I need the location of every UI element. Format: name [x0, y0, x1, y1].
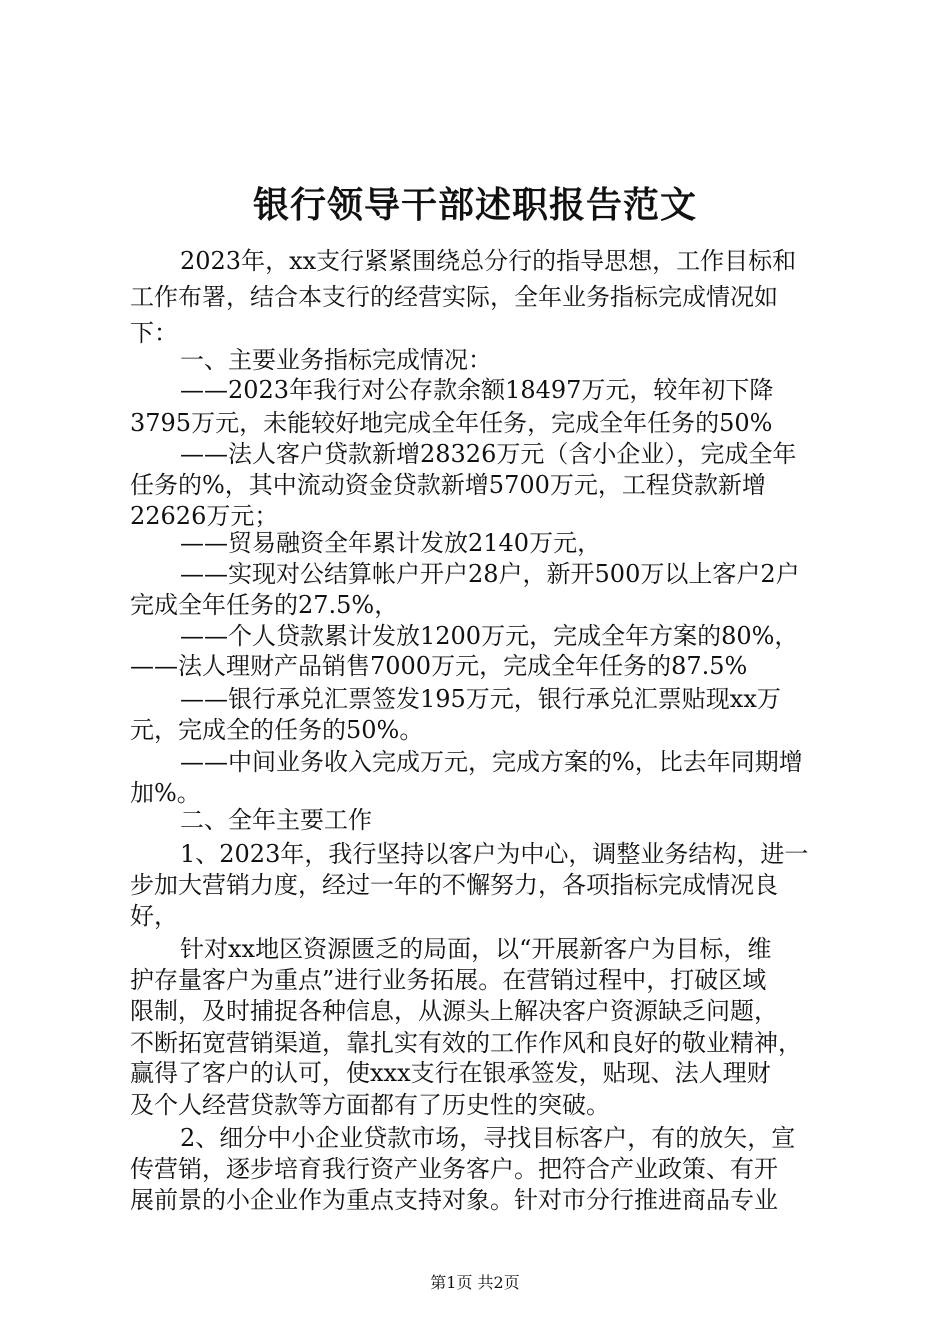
text-line: 传营销，逐步培育我行资产业务客户。把符合产业政策、有开 — [130, 1155, 778, 1183]
text-line: 下： — [130, 319, 178, 347]
text-line: 二、全年主要工作 — [180, 806, 372, 834]
text-line: 展前景的小企业作为重点支持对象。针对市分行推进商品专业 — [130, 1186, 778, 1214]
text-line: ——中间业务收入完成万元，完成方案的%，比去年同期增 — [180, 748, 803, 776]
document-title: 银行领导干部述职报告范文 — [252, 185, 697, 226]
text-line: ——法人客户贷款新增28326万元（含小企业），完成全年 — [180, 440, 797, 468]
text-line: 好， — [130, 902, 178, 930]
text-line: ——2023年我行对公存款余额18497万元，较年初下降 — [180, 376, 774, 404]
text-line: 1、2023年，我行坚持以客户为中心，调整业务结构，进一 — [180, 840, 809, 868]
text-line: 2023年，xx支行紧紧围绕总分行的指导思想，工作目标和 — [180, 247, 797, 275]
text-line: ——贸易融资全年累计发放2140万元， — [180, 529, 602, 557]
text-line: 针对xx地区资源匮乏的局面，以“开展新客户为目标，维 — [180, 935, 772, 963]
text-line: 完成全年任务的27.5%， — [130, 591, 399, 619]
text-line: 工作布署，结合本支行的经营实际，全年业务指标完成情况如 — [130, 283, 778, 311]
text-line: 步加大营销力度，经过一年的不懈努力，各项指标完成情况良 — [130, 871, 778, 899]
text-line: 22626万元； — [130, 502, 279, 530]
text-line: 任务的%，其中流动资金贷款新增5700万元，工程贷款新增 — [130, 471, 766, 499]
text-line: 加%。 — [130, 779, 201, 807]
text-line: ——实现对公结算帐户开户28户，新开500万以上客户2户 — [180, 560, 800, 588]
text-line: 元，完成全的任务的50%。 — [130, 716, 424, 744]
text-line: 护存量客户为重点”进行业务拓展。在营销过程中，打破区域 — [130, 966, 767, 994]
text-line: 一、主要业务指标完成情况： — [180, 346, 492, 374]
text-line: ——银行承兑汇票签发195万元，银行承兑汇票贴现xx万 — [180, 685, 781, 713]
text-line: ——个人贷款累计发放1200万元，完成全年方案的80%， — [180, 622, 799, 650]
text-line: 3795万元，未能较好地完成全年任务，完成全年任务的50% — [130, 409, 773, 437]
text-line: 限制，及时捕捉各种信息，从源头上解决客户资源缺乏问题， — [130, 997, 778, 1025]
text-line: 不断拓宽营销渠道，靠扎实有效的工作作风和良好的敬业精神， — [130, 1029, 802, 1057]
text-line: 赢得了客户的认可，使xxx支行在银承签发，贴现、法人理财 — [130, 1059, 771, 1087]
text-line: ——法人理财产品销售7000万元，完成全年任务的87.5% — [130, 652, 748, 680]
page-footer: 第1页 共2页 — [430, 1273, 520, 1292]
text-line: 2、细分中小企业贷款市场，寻找目标客户，有的放矢，宣 — [180, 1124, 796, 1152]
text-line: 及个人经营贷款等方面都有了历史性的突破。 — [130, 1091, 610, 1119]
